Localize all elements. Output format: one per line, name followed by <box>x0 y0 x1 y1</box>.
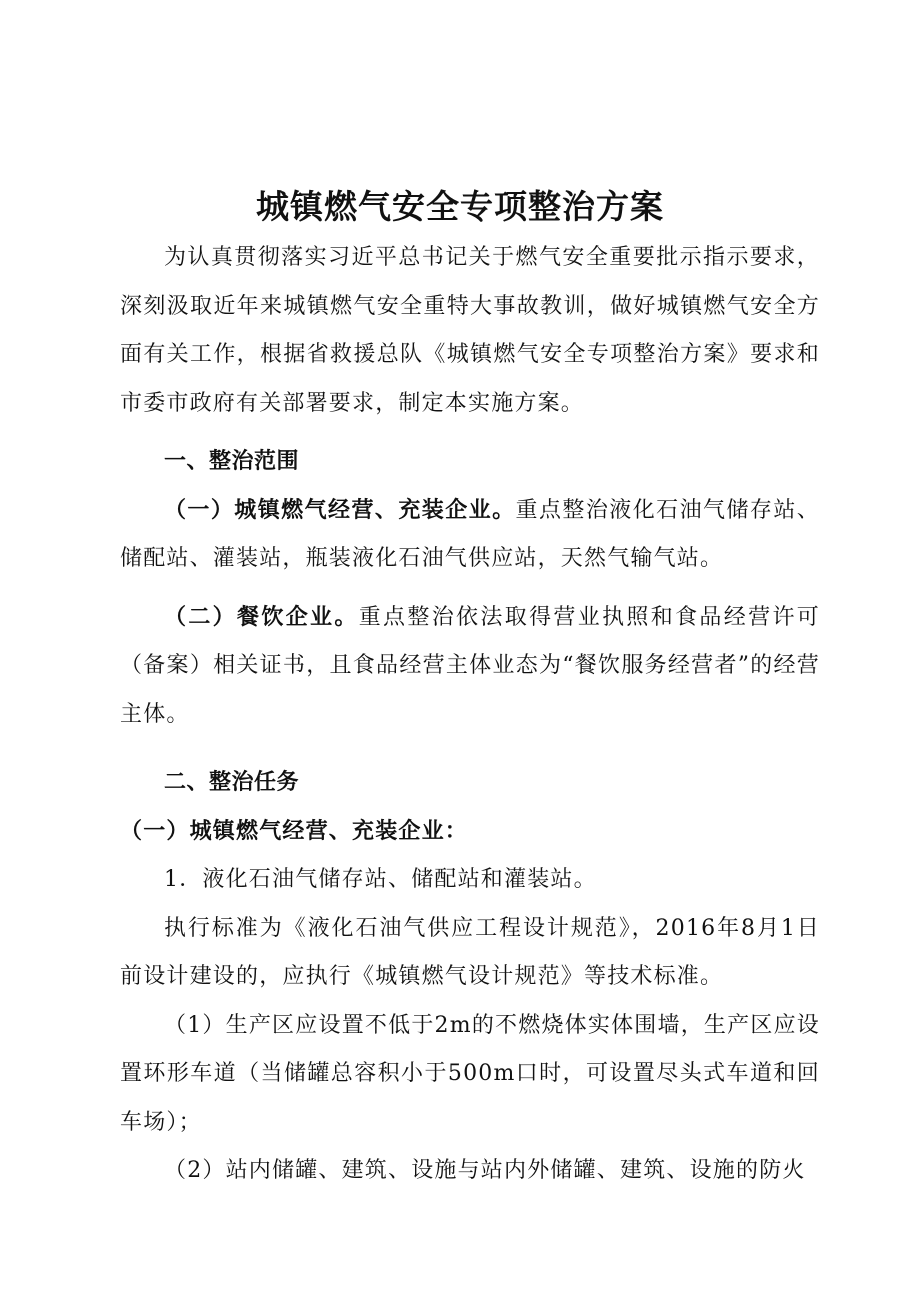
section-1-item-1-label: （一）城镇燃气经营、充装企业。 <box>164 497 516 523</box>
section-1-item-2-text: 重点整治依法取得营业执照和食品经营许可（备案）相关证书，且食品经营主体业态为“餐饮服务经营者”的经营主体。 <box>120 604 820 727</box>
section-2-standard: 执行标准为《液化石油气供应工程设计规范》，2016年8月1日前设计建设的，应执行《城镇燃气设计规范》等技术标准。 <box>120 915 820 989</box>
section-1-item-2 <box>120 594 820 740</box>
intro-paragraph: 为认真贯彻落实习近平总书记关于燃气安全重要批示指示要求，深刻汲取近年来城镇燃气安全重特大事故教训，做好城镇燃气安全方面有关工作，根据省救援总队《城镇燃气安全专项整治方案》要求和市委市政府有关部署要求，制定本实施方案。 <box>120 245 820 416</box>
section-1-item-1 <box>120 487 820 584</box>
document-title: 城镇燃气安全专项整治方案 <box>256 187 664 226</box>
section-2-subheading: （一）城镇燃气经营、充装企业： <box>120 818 469 844</box>
document-body <box>120 234 820 1196</box>
section-2-point-1: 1．液化石油气储存站、储配站和灌装站。 <box>164 867 597 892</box>
section-1-item-2-label: （二）餐饮企业。 <box>164 604 359 630</box>
section-1-item-1-text: 重点整治液化石油气储存站、储配站、灌装站，瓶装液化石油气供应站，天然气输气站。 <box>120 497 820 571</box>
section-1-heading: 一、整治范围 <box>164 449 300 474</box>
section-2-requirement-1: （1）生产区应设置不低于2m的不燃烧体实体围墙，生产区应设置环形车道（当储罐总容积小于500m口时，可设置尽头式车道和回车场）； <box>120 1012 820 1135</box>
section-2-heading: 二、整治任务 <box>164 770 300 795</box>
section-2-requirement-2: （2）站内储罐、建筑、设施与站内外储罐、建筑、设施的防火 <box>164 1158 806 1183</box>
